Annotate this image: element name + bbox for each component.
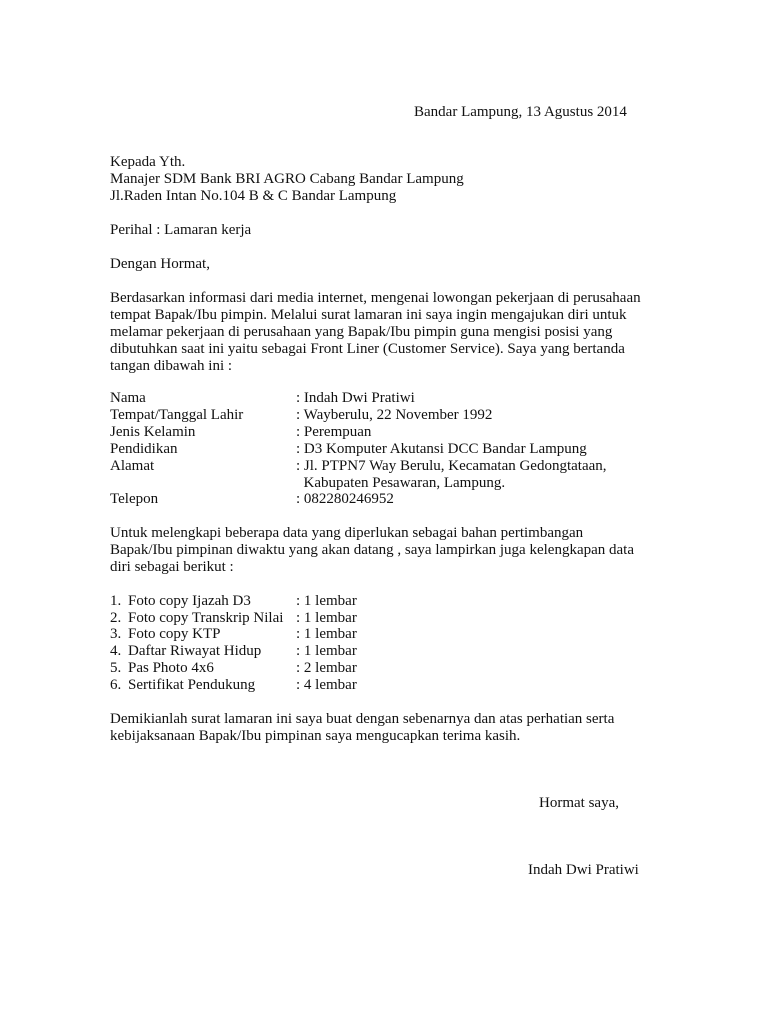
field-label: Jenis Kelamin bbox=[110, 424, 196, 440]
attachment-item bbox=[110, 643, 470, 660]
personal-data-row-gender bbox=[110, 424, 670, 441]
signature-name: Indah Dwi Pratiwi bbox=[528, 862, 639, 878]
recipient-name: Manajer SDM Bank BRI AGRO Cabang Bandar Lampung bbox=[110, 171, 464, 187]
closing-line: Demikianlah surat lamaran ini saya buat dengan sebenarnya dan atas perhatian serta bbox=[110, 711, 615, 727]
personal-data-row-address bbox=[110, 458, 670, 475]
personal-data-row-birth bbox=[110, 407, 670, 424]
field-label: Nama bbox=[110, 390, 146, 406]
recipient-greeting: Kepada Yth. bbox=[110, 154, 186, 170]
intro-line: Berdasarkan informasi dari media internet, mengenai lowongan pekerjaan di perusahaan bbox=[110, 290, 641, 306]
attachment-number: 2. bbox=[110, 610, 122, 626]
attachment-item bbox=[110, 626, 470, 643]
field-value: : D3 Komputer Akutansi DCC Bandar Lampung bbox=[296, 441, 587, 457]
attachment-quantity: : 1 lembar bbox=[296, 610, 357, 626]
attachment-item bbox=[110, 660, 470, 677]
attachment-item bbox=[110, 593, 470, 610]
attachment-name: Sertifikat Pendukung bbox=[128, 677, 256, 693]
attachment-quantity: : 4 lembar bbox=[296, 677, 357, 693]
attachment-name: Pas Photo 4x6 bbox=[128, 660, 214, 676]
personal-data-row-phone bbox=[110, 491, 670, 508]
intro-line: tempat Bapak/Ibu pimpin. Melalui surat lamaran ini saya ingin mengajukan diri untuk bbox=[110, 307, 627, 323]
attachment-number: 3. bbox=[110, 626, 122, 642]
personal-data-row-education bbox=[110, 441, 670, 458]
attachment-quantity: : 1 lembar bbox=[296, 593, 357, 609]
field-label: Tempat/Tanggal Lahir bbox=[110, 407, 244, 423]
attachment-item bbox=[110, 677, 470, 694]
attachment-name: Foto copy KTP bbox=[128, 626, 221, 642]
attachment-number: 1. bbox=[110, 593, 122, 609]
attachment-quantity: : 2 lembar bbox=[296, 660, 357, 676]
attachment-name: Foto copy Ijazah D3 bbox=[128, 593, 251, 609]
attachment-number: 6. bbox=[110, 677, 122, 693]
recipient-address: Jl.Raden Intan No.104 B & C Bandar Lampung bbox=[110, 188, 397, 204]
field-value: : Indah Dwi Pratiwi bbox=[296, 390, 415, 406]
intro-line: tangan dibawah ini : bbox=[110, 358, 233, 374]
intro-line: melamar pekerjaan di perusahaan yang Bapak/Ibu pimpin guna mengisi posisi yang bbox=[110, 324, 613, 340]
attachment-name: Foto copy Transkrip Nilai bbox=[128, 610, 284, 626]
salutation: Dengan Hormat, bbox=[110, 256, 210, 272]
subject-line: Perihal : Lamaran kerja bbox=[110, 222, 252, 238]
attachment-quantity: : 1 lembar bbox=[296, 643, 357, 659]
field-value: : Wayberulu, 22 November 1992 bbox=[296, 407, 493, 423]
attachment-number: 5. bbox=[110, 660, 122, 676]
attachment-intro-line: diri sebagai berikut : bbox=[110, 559, 234, 575]
field-value: Kabupaten Pesawaran, Lampung. bbox=[296, 475, 506, 491]
field-label: Alamat bbox=[110, 458, 155, 474]
field-value: : Perempuan bbox=[296, 424, 372, 440]
field-label: Telepon bbox=[110, 491, 159, 507]
place-date: Bandar Lampung, 13 Agustus 2014 bbox=[414, 104, 627, 120]
closing-line: kebijaksanaan Bapak/Ibu pimpinan saya mengucapkan terima kasih. bbox=[110, 728, 521, 744]
attachment-intro-line: Untuk melengkapi beberapa data yang diperlukan sebagai bahan pertimbangan bbox=[110, 525, 584, 541]
personal-data-row-address-cont bbox=[110, 475, 670, 492]
field-label: Pendidikan bbox=[110, 441, 178, 457]
valediction: Hormat saya, bbox=[539, 795, 619, 811]
personal-data-row-name bbox=[110, 390, 670, 407]
field-value: : Jl. PTPN7 Way Berulu, Kecamatan Gedongtataan, bbox=[296, 458, 607, 474]
attachment-quantity: : 1 lembar bbox=[296, 626, 357, 642]
field-value: : 082280246952 bbox=[296, 491, 394, 507]
attachment-number: 4. bbox=[110, 643, 122, 659]
attachment-name: Daftar Riwayat Hidup bbox=[128, 643, 262, 659]
attachment-item bbox=[110, 610, 470, 627]
attachment-intro-line: Bapak/Ibu pimpinan diwaktu yang akan datang , saya lampirkan juga kelengkapan data bbox=[110, 542, 634, 558]
intro-line: dibutuhkan saat ini yaitu sebagai Front Liner (Customer Service). Saya yang bertanda bbox=[110, 341, 625, 357]
